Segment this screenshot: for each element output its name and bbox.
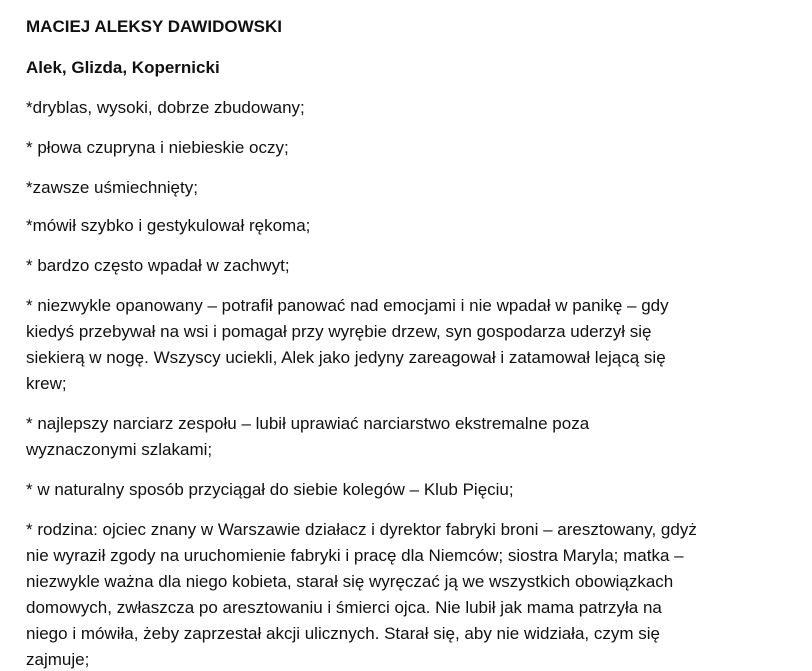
bullet-line: *zawsze uśmiechnięty;: [26, 178, 198, 197]
bullet-line: * bardzo często wpadał w zachwyt;: [26, 256, 290, 275]
bullet-line: kiedyś przebywał na wsi i pomagał przy wyrębie drzew, syn gospodarza uderzył się: [26, 322, 652, 341]
bullet-line: domowych, zwłaszcza po aresztowaniu i śmierci ojca. Nie lubił jak mama patrzyła na: [26, 598, 662, 617]
bullet-line: wyznaczonymi szlakami;: [26, 440, 213, 459]
bullet-line: *mówił szybko i gestykulował rękoma;: [26, 216, 311, 235]
bullet-line: nie wyraził zgody na uruchomienie fabryki i pracę dla Niemców; siostra Maryla; matka –: [26, 546, 684, 565]
bullet-line: krew;: [26, 374, 67, 393]
bullet-line: * w naturalny sposób przyciągał do siebie kolegów – Klub Pięciu;: [26, 480, 514, 499]
bullet-line: niezwykle ważna dla niego kobieta, starał się wyręczać ją we wszystkich obowiązkach: [26, 572, 674, 591]
nicknames-heading: Alek, Glizda, Kopernicki: [26, 58, 220, 77]
bullet-line: * niezwykle opanowany – potrafił panować nad emocjami i nie wpadał w panikę – gdy: [26, 296, 669, 315]
bullet-line: zajmuje;: [26, 650, 90, 669]
bullet-line: * płowa czupryna i niebieskie oczy;: [26, 138, 289, 157]
bullet-line: * najlepszy narciarz zespołu – lubił uprawiać narciarstwo ekstremalne poza: [26, 414, 590, 433]
bullet-line: siekierą w nogę. Wszyscy uciekli, Alek jako jedyny zareagował i zatamował lejącą się: [26, 348, 666, 367]
bullet-line: niego i mówiła, żeby zaprzestał akcji ulicznych. Starał się, aby nie widziała, czym się: [26, 624, 660, 643]
bullet-line: * rodzina: ojciec znany w Warszawie działacz i dyrektor fabryki broni – aresztowany, gdyż: [26, 520, 697, 539]
character-name-heading: MACIEJ ALEKSY DAWIDOWSKI: [26, 17, 282, 36]
bullet-line: *dryblas, wysoki, dobrze zbudowany;: [26, 98, 305, 117]
